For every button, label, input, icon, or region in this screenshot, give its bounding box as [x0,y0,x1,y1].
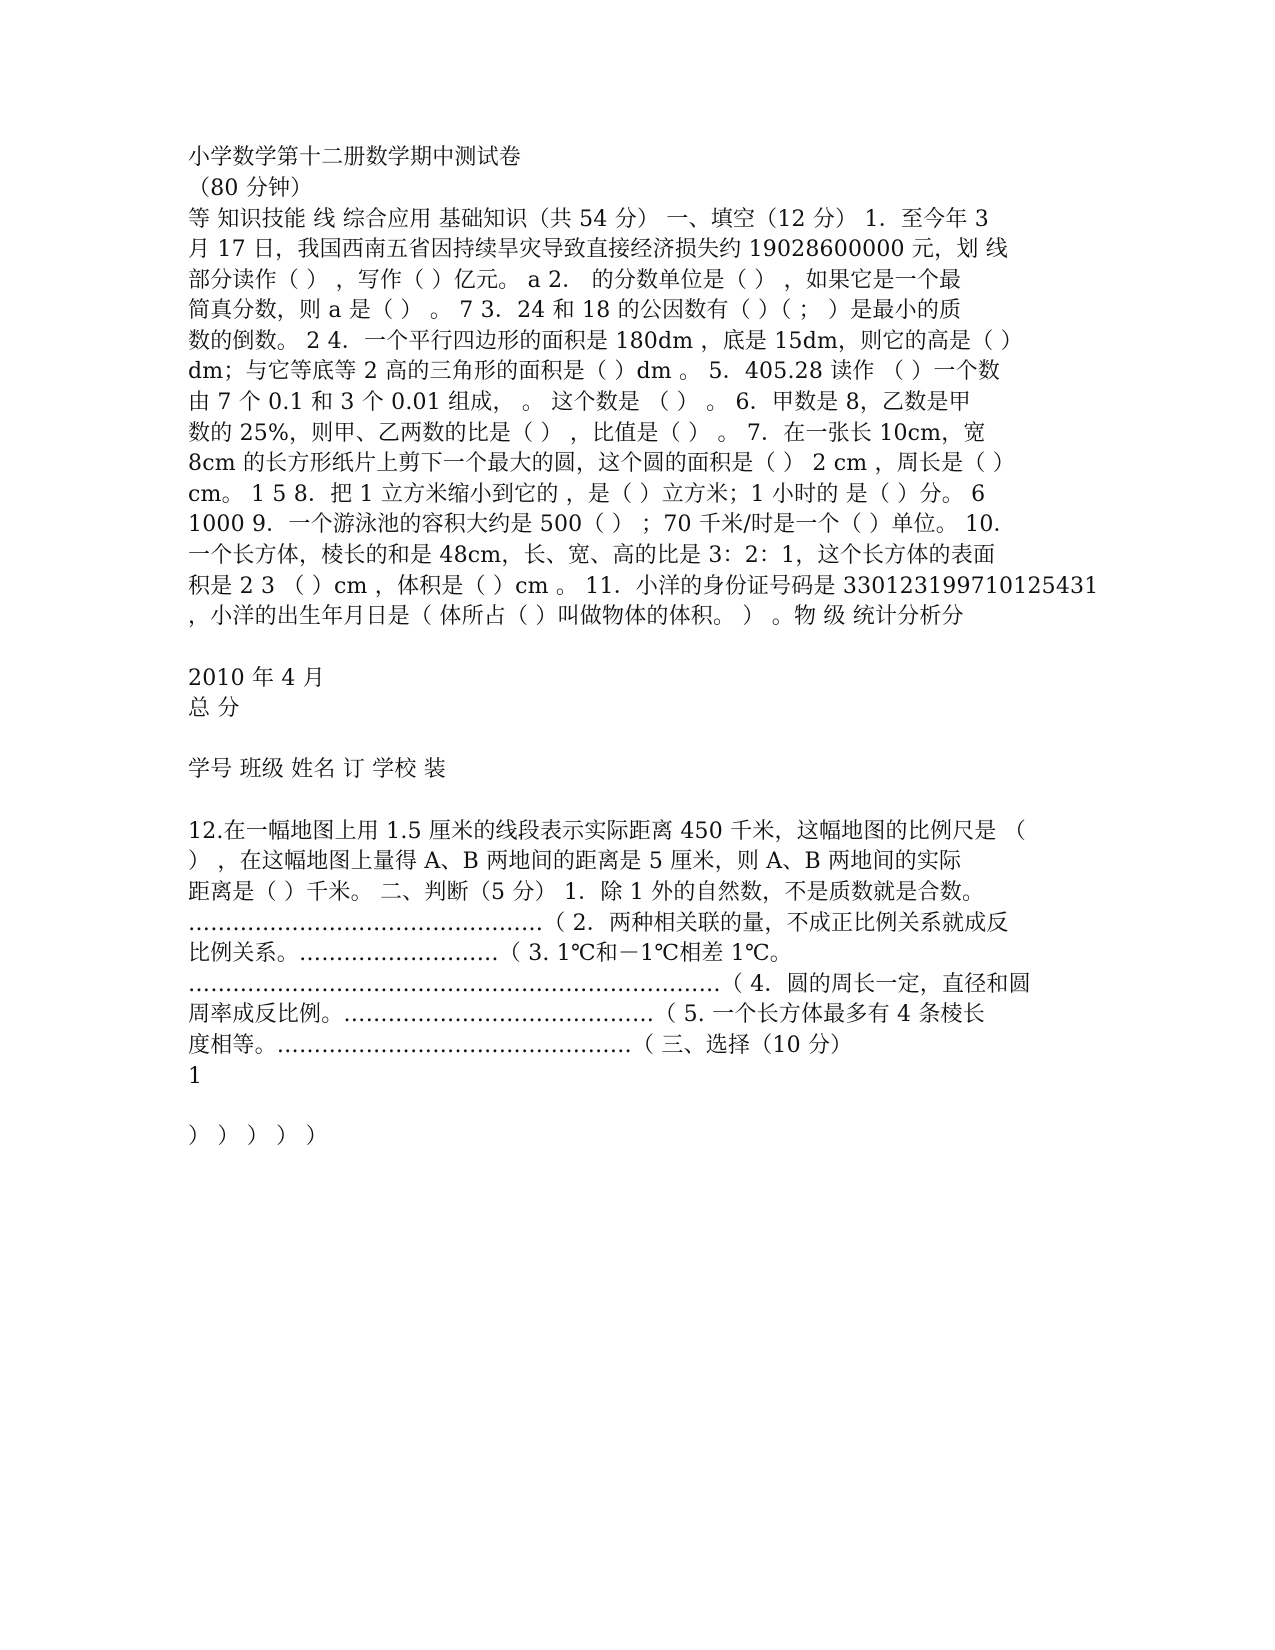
text-line-23: …………………………………………（ 2．两种相关联的量，不成正比例关系就成反 [188,911,1009,936]
exam-duration: （80 分钟） [188,176,313,201]
text-line-25: ………………………………………………………………（ 4．圆的周长一定，直径和圆 [188,972,1031,997]
text-line-5: 部分读作（ ） ，写作（ ）亿元。 a 2． 的分数单位是（ ） ，如果它是一个最 [188,268,962,293]
text-line-24: 比例关系。………………………（ 3. 1℃和－1℃相差 1℃。 [188,941,792,966]
text-line-26: 周率成反比例。……………………………………（ 5. 一个长方体最多有 4 条棱长 [188,1002,985,1027]
page-number: 1 [188,1064,203,1089]
text-line-6: 简真分数，则 a 是（ ） 。 7 3．24 和 18 的公因数有（ ）（ ； ）是最小的质 [188,298,962,323]
text-line-4: 月 17 日，我国西南五省因持续旱灾导致直接经济损失约 19028600000 元，划 线 [188,237,1008,262]
text-line-14: 一个长方体，棱长的和是 48cm，长、宽、高的比是 3：2：1，这个长方体的表面 [188,543,996,568]
text-line-10: 数的 25%，则甲、乙两数的比是（ ） ，比值是（ ） 。 7．在一张长 10cm，宽 [188,421,986,446]
total-score-label: 总 分 [188,696,240,721]
text-line-11: 8cm 的长方形纸片上剪下一个最大的圆，这个圆的面积是（ ） 2 cm ，周长是（ ） [188,451,1015,476]
text-line-22: 距离是（ ）千米。 二、判断（5 分） 1．除 1 外的自然数，不是质数就是合数。 [188,880,985,905]
exam-title: 小学数学第十二册数学期中测试卷 [188,145,522,170]
text-line-20: 12.在一幅地图上用 1.5 厘米的线段表示实际距离 450 千米，这幅地图的比例尺是 （ [188,819,1026,844]
text-line-7: 数的倒数。 2 4．一个平行四边形的面积是 180dm ，底是 15dm，则它的高是（ ） [188,329,1023,354]
text-line-27: 度相等。…………………………………………（ 三、选择（10 分） [188,1033,853,1058]
text-line-9: 由 7 个 0.1 和 3 个 0.01 组成， 。 这个数是 （ ） 。 6．甲数是 8，乙数是甲 [188,390,971,415]
text-line-15: 积是 2 3 （ ）cm ，体积是（ ）cm 。 11．小洋的身份证号码是 330123199710125431 [188,574,1099,599]
text-line-21: ） ，在这幅地图上量得 A、B 两地间的距离是 5 厘米，则 A、B 两地间的实际 [188,849,962,874]
text-line-13: 1000 9．一个游泳池的容积大约是 500（ ） ；70 千米/时是一个（ ）单位。 10． [188,512,1016,537]
exam-date: 2010 年 4 月 [188,666,325,691]
text-line-8: dm；与它等底等 2 高的三角形的面积是（ ）dm 。 5．405.28 读作 （ ）一个数 [188,359,1001,384]
answer-brackets: ） ） ） ） ） [188,1124,328,1149]
text-line-12: cm。 1 5 8．把 1 立方米缩小到它的 ，是（ ）立方米；1 小时的 是（ ）分。 6 [188,482,986,507]
student-info-labels: 学号 班级 姓名 订 学校 装 [188,757,446,782]
text-line-3: 等 知识技能 线 综合应用 基础知识（共 54 分） 一、填空（12 分） 1．至今年 3 [188,207,989,232]
text-line-16: ，小洋的出生年月日是（ 体所占（ ）叫做物体的体积。 ） 。物 级 统计分析分 [188,604,964,629]
